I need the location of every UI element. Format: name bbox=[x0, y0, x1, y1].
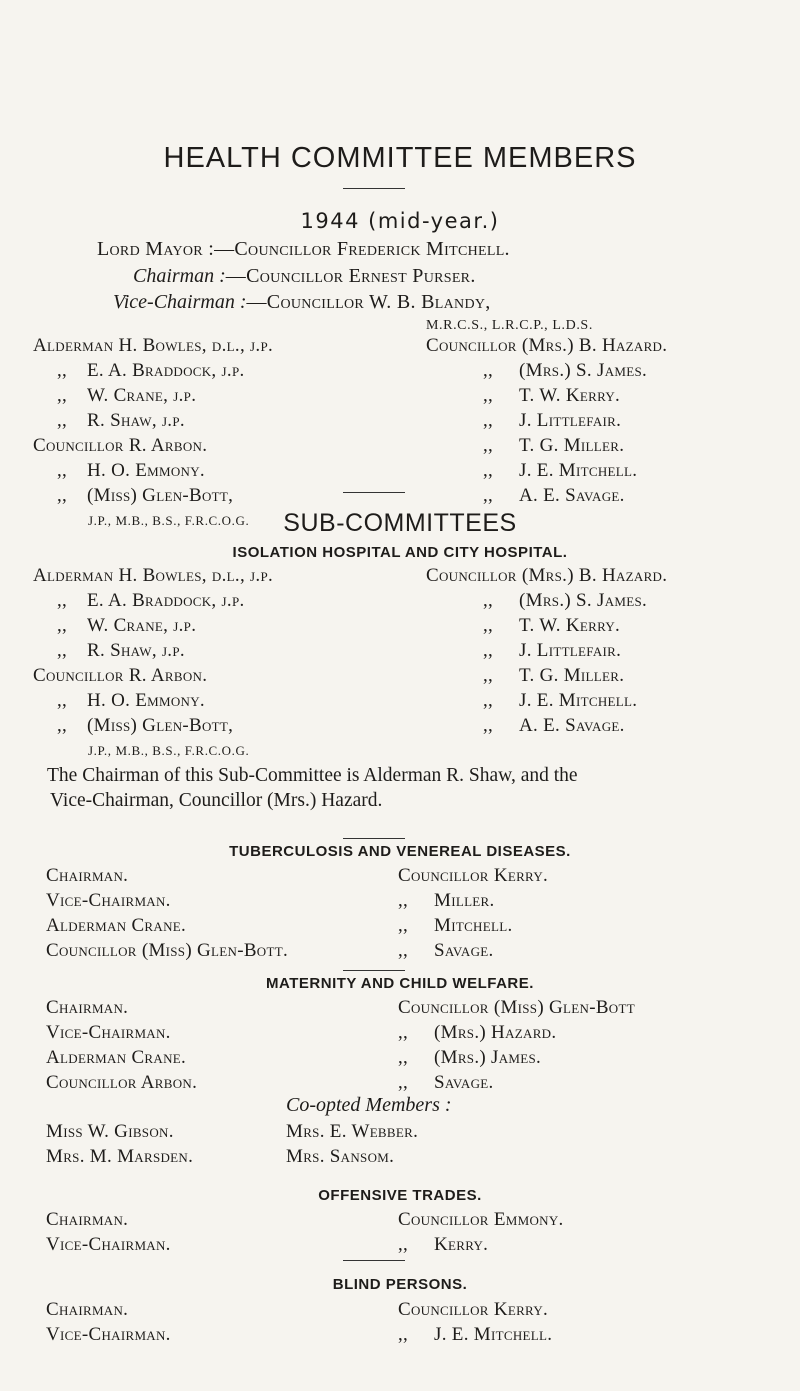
blind-members-left bbox=[46, 1297, 171, 1347]
member: ,, Savage. bbox=[398, 940, 494, 961]
member: Councillor (Mrs.) B. Hazard. bbox=[426, 335, 668, 356]
member: Alderman Crane. bbox=[46, 1047, 187, 1068]
member: ,, T. W. Kerry. bbox=[483, 385, 621, 406]
member: Alderman Crane. bbox=[46, 915, 187, 936]
member: Alderman H. Bowles, d.l., j.p. bbox=[33, 335, 274, 356]
vice-chairman-role: Vice-Chairman : bbox=[113, 291, 247, 313]
divider bbox=[343, 492, 405, 493]
member: ,, W. Crane, j.p. bbox=[57, 615, 197, 636]
member: ,, Miller. bbox=[398, 890, 495, 911]
member: Mrs. M. Marsden. bbox=[46, 1146, 194, 1167]
member: Councillor Kerry. bbox=[398, 1299, 549, 1320]
blind-heading: BLIND PERSONS. bbox=[332, 1276, 468, 1293]
coopted-label: Co-opted Members : bbox=[286, 1094, 452, 1116]
tb-members-left bbox=[46, 863, 288, 963]
main-members-left bbox=[33, 333, 273, 533]
member-qualifications: J.P., M.B., B.S., F.R.C.O.G. bbox=[88, 513, 250, 528]
role: Chairman. bbox=[46, 865, 129, 886]
chairman-name: —Councillor Ernest Purser. bbox=[225, 265, 476, 287]
member: ,, (Mrs.) S. James. bbox=[483, 360, 648, 381]
member: ,, H. O. Emmony. bbox=[57, 690, 205, 711]
member: ,, J. E. Mitchell. bbox=[398, 1324, 553, 1345]
divider bbox=[343, 970, 405, 971]
member: Councillor R. Arbon. bbox=[33, 435, 208, 456]
offensive-members-right bbox=[398, 1207, 564, 1257]
role: Vice-Chairman. bbox=[46, 890, 171, 911]
member: ,, H. O. Emmony. bbox=[57, 460, 205, 481]
divider bbox=[343, 1260, 405, 1261]
role: Vice-Chairman. bbox=[46, 1324, 171, 1345]
isolation-note bbox=[47, 763, 578, 813]
vice-chairman-qualifications: M.R.C.S., L.R.C.P., L.D.S. bbox=[426, 318, 593, 333]
member: ,, J. Littlefair. bbox=[483, 410, 622, 431]
member: ,, T. W. Kerry. bbox=[483, 615, 621, 636]
member: Mrs. Sansom. bbox=[286, 1146, 395, 1167]
isolation-heading: ISOLATION HOSPITAL AND CITY HOSPITAL. bbox=[232, 544, 568, 561]
chairman-line bbox=[133, 265, 476, 288]
maternity-members-right bbox=[398, 995, 635, 1095]
member: Councillor Kerry. bbox=[398, 865, 549, 886]
member: ,, (Mrs.) James. bbox=[398, 1047, 542, 1068]
page-title: HEALTH COMMITTEE MEMBERS bbox=[163, 142, 637, 174]
main-members-right bbox=[426, 333, 667, 508]
vice-chairman-name: —Councillor W. B. Blandy, bbox=[246, 291, 491, 313]
member: Councillor (Miss) Glen-Bott. bbox=[46, 940, 289, 961]
role: Chairman. bbox=[46, 1209, 129, 1230]
note-line: The Chairman of this Sub-Committee is Alderman R. Shaw, and the bbox=[47, 765, 578, 786]
member: ,, J. E. Mitchell. bbox=[483, 690, 638, 711]
role: Vice-Chairman. bbox=[46, 1234, 171, 1255]
offensive-members-left bbox=[46, 1207, 171, 1257]
member: Councillor Arbon. bbox=[46, 1072, 198, 1093]
member: ,, T. G. Miller. bbox=[483, 435, 625, 456]
year-line: 1944 (mid-year.) bbox=[300, 209, 500, 233]
role: Chairman. bbox=[46, 997, 129, 1018]
tb-heading: TUBERCULOSIS AND VENEREAL DISEASES. bbox=[229, 843, 571, 860]
member: Mrs. E. Webber. bbox=[286, 1121, 419, 1142]
maternity-members-left bbox=[46, 995, 197, 1095]
divider bbox=[343, 188, 405, 189]
member: ,, W. Crane, j.p. bbox=[57, 385, 197, 406]
member: ,, J. Littlefair. bbox=[483, 640, 622, 661]
isolation-members-left bbox=[33, 563, 273, 763]
lord-mayor-line: Lord Mayor :—Councillor Frederick Mitchell. bbox=[97, 238, 510, 260]
member: Councillor (Mrs.) B. Hazard. bbox=[426, 565, 668, 586]
coopted-members-right bbox=[286, 1119, 418, 1169]
vice-chairman-line bbox=[113, 291, 491, 314]
member: ,, Mitchell. bbox=[398, 915, 513, 936]
isolation-members-right bbox=[426, 563, 667, 738]
member: ,, E. A. Braddock, j.p. bbox=[57, 590, 245, 611]
maternity-heading: MATERNITY AND CHILD WELFARE. bbox=[266, 975, 534, 992]
member: ,, T. G. Miller. bbox=[483, 665, 625, 686]
member: Miss W. Gibson. bbox=[46, 1121, 174, 1142]
member: Alderman H. Bowles, d.l., j.p. bbox=[33, 565, 274, 586]
member: ,, A. E. Savage. bbox=[483, 485, 625, 506]
member: ,, (Miss) Glen-Bott, bbox=[57, 485, 234, 506]
member: ,, Kerry. bbox=[398, 1234, 489, 1255]
member: ,, R. Shaw, j.p. bbox=[57, 410, 185, 431]
blind-members-right bbox=[398, 1297, 552, 1347]
member: ,, (Miss) Glen-Bott, bbox=[57, 715, 234, 736]
member: ,, A. E. Savage. bbox=[483, 715, 625, 736]
offensive-heading: OFFENSIVE TRADES. bbox=[318, 1187, 482, 1204]
member: Councillor Emmony. bbox=[398, 1209, 564, 1230]
subcommittees-title: SUB-COMMITTEES bbox=[283, 509, 517, 537]
member: ,, (Mrs.) Hazard. bbox=[398, 1022, 557, 1043]
role: Chairman. bbox=[46, 1299, 129, 1320]
member-qualifications: J.P., M.B., B.S., F.R.C.O.G. bbox=[88, 743, 250, 758]
member: ,, R. Shaw, j.p. bbox=[57, 640, 185, 661]
divider bbox=[343, 838, 405, 839]
role: Vice-Chairman. bbox=[46, 1022, 171, 1043]
member: ,, Savage. bbox=[398, 1072, 494, 1093]
member: ,, J. E. Mitchell. bbox=[483, 460, 638, 481]
member: ,, (Mrs.) S. James. bbox=[483, 590, 648, 611]
chairman-role: Chairman : bbox=[133, 265, 226, 287]
coopted-members-left bbox=[46, 1119, 193, 1169]
note-line: Vice-Chairman, Councillor (Mrs.) Hazard. bbox=[50, 790, 383, 811]
member: Councillor (Miss) Glen-Bott bbox=[398, 997, 635, 1018]
member: Councillor R. Arbon. bbox=[33, 665, 208, 686]
member: ,, E. A. Braddock, j.p. bbox=[57, 360, 245, 381]
tb-members-right bbox=[398, 863, 548, 963]
